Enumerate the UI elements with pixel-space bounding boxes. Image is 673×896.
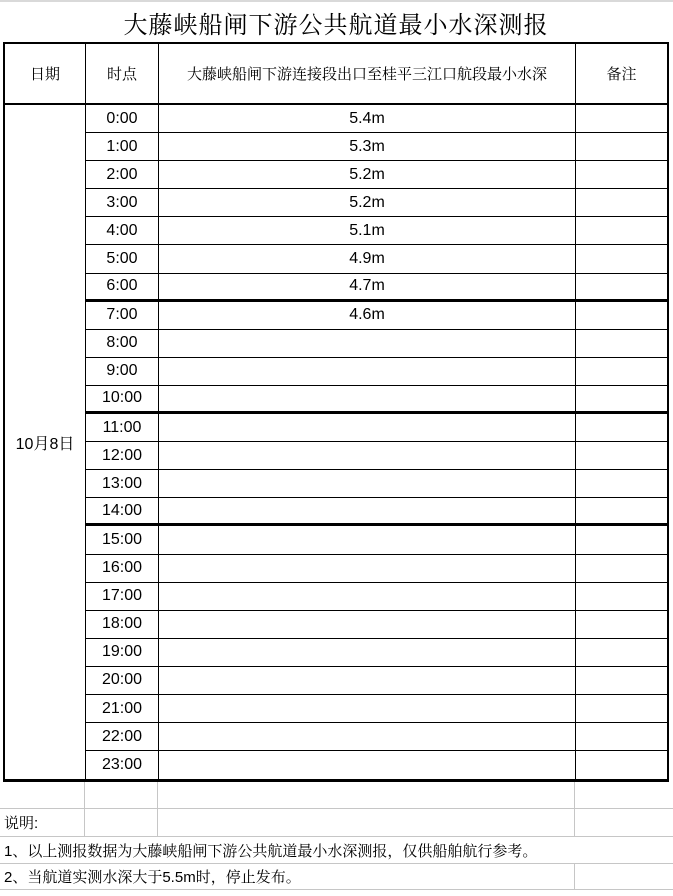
depth-cell[interactable] [159, 723, 576, 750]
time-cell[interactable]: 16:00 [86, 555, 159, 582]
depth-cell[interactable] [159, 611, 576, 638]
remark-cell[interactable] [576, 470, 667, 497]
table-row [86, 611, 667, 639]
table-row [86, 189, 667, 217]
depth-cell[interactable] [159, 526, 576, 553]
table-row [86, 583, 667, 611]
table-row [86, 442, 667, 470]
empty-cell[interactable] [158, 809, 575, 836]
depth-cell[interactable] [159, 555, 576, 582]
header-depth-cell[interactable]: 大藤峡船闸下游连接段出口至桂平三江口航段最小水深 [159, 44, 576, 103]
table-body [5, 105, 667, 779]
depth-cell[interactable] [159, 330, 576, 357]
remark-cell[interactable] [576, 611, 667, 638]
note-row-2 [0, 864, 673, 890]
remark-cell[interactable] [576, 302, 667, 329]
table-row [86, 274, 667, 302]
table-row [86, 358, 667, 386]
time-cell[interactable]: 19:00 [86, 639, 159, 666]
note-2-cell[interactable]: 2、当航道实测水深大于5.5m时，停止发布。 [0, 864, 575, 889]
time-cell[interactable]: 15:00 [86, 526, 159, 553]
depth-cell[interactable]: 5.4m [159, 105, 576, 132]
empty-cell[interactable] [575, 782, 673, 808]
table-row [86, 470, 667, 498]
remark-cell[interactable] [576, 695, 667, 722]
depth-cell[interactable] [159, 470, 576, 497]
empty-cell[interactable] [575, 809, 673, 836]
depth-cell[interactable] [159, 414, 576, 441]
empty-cell[interactable] [0, 782, 85, 808]
table-header-row [5, 44, 667, 105]
table-row [86, 695, 667, 723]
time-cell[interactable]: 7:00 [86, 302, 159, 329]
time-cell[interactable]: 11:00 [86, 414, 159, 441]
depth-cell[interactable]: 4.6m [159, 302, 576, 329]
time-cell[interactable]: 23:00 [86, 751, 159, 779]
remark-cell[interactable] [576, 161, 667, 188]
table-row [86, 667, 667, 695]
depth-cell[interactable] [159, 498, 576, 523]
time-cell[interactable]: 10:00 [86, 386, 159, 411]
depth-cell[interactable] [159, 751, 576, 779]
remark-cell[interactable] [576, 414, 667, 441]
depth-cell[interactable]: 5.3m [159, 133, 576, 160]
remark-cell[interactable] [576, 751, 667, 779]
depth-cell[interactable]: 4.7m [159, 274, 576, 299]
depth-cell[interactable] [159, 358, 576, 385]
depth-report-table [3, 42, 669, 782]
depth-cell[interactable]: 5.2m [159, 161, 576, 188]
notes-label-row [0, 809, 673, 837]
remark-cell[interactable] [576, 330, 667, 357]
remark-cell[interactable] [576, 639, 667, 666]
time-cell[interactable]: 17:00 [86, 583, 159, 610]
table-row [86, 723, 667, 751]
table-row [86, 386, 667, 414]
table-row [86, 302, 667, 330]
date-merged-cell[interactable]: 10月8日 [5, 105, 86, 779]
depth-cell[interactable] [159, 583, 576, 610]
time-cell[interactable]: 20:00 [86, 667, 159, 694]
table-row [86, 330, 667, 358]
remark-cell[interactable] [576, 386, 667, 411]
header-date-cell[interactable]: 日期 [5, 44, 86, 103]
remark-cell[interactable] [576, 217, 667, 244]
time-cell[interactable]: 2:00 [86, 161, 159, 188]
depth-cell[interactable]: 4.9m [159, 245, 576, 272]
time-cell[interactable]: 1:00 [86, 133, 159, 160]
remark-cell[interactable] [576, 245, 667, 272]
header-remark-cell[interactable]: 备注 [606, 66, 637, 83]
depth-cell[interactable] [159, 695, 576, 722]
time-cell[interactable]: 5:00 [86, 245, 159, 272]
empty-grid-row [0, 782, 673, 809]
time-cell[interactable]: 12:00 [86, 442, 159, 469]
table-row [86, 414, 667, 442]
time-cell[interactable]: 21:00 [86, 695, 159, 722]
table-row [86, 133, 667, 161]
remark-cell[interactable] [576, 723, 667, 750]
remark-cell[interactable] [576, 105, 667, 132]
time-cell[interactable]: 13:00 [86, 470, 159, 497]
time-cell[interactable]: 18:00 [86, 611, 159, 638]
empty-cell[interactable] [85, 782, 158, 808]
remark-cell[interactable] [576, 555, 667, 582]
remark-cell[interactable] [576, 498, 667, 523]
table-row [86, 161, 667, 189]
table-row [86, 555, 667, 583]
time-cell[interactable]: 22:00 [86, 723, 159, 750]
time-cell[interactable]: 0:00 [86, 105, 159, 132]
time-rows-container [86, 105, 667, 779]
time-cell[interactable]: 4:00 [86, 217, 159, 244]
remark-cell[interactable] [576, 667, 667, 694]
report-title-cell[interactable]: 大藤峡船闸下游公共航道最小水深测报 [123, 11, 549, 39]
table-row [86, 751, 667, 779]
remark-cell[interactable] [576, 442, 667, 469]
depth-cell[interactable]: 5.2m [159, 189, 576, 216]
time-cell[interactable]: 3:00 [86, 189, 159, 216]
time-cell[interactable]: 6:00 [86, 274, 159, 299]
table-row [86, 498, 667, 526]
note-1-cell[interactable]: 1、以上测报数据为大藤峡船闸下游公共航道最小水深测报，仅供船舶航行参考。 [4, 842, 538, 860]
remark-cell[interactable] [576, 189, 667, 216]
depth-cell[interactable] [159, 386, 576, 411]
remark-cell[interactable] [576, 526, 667, 553]
empty-cell[interactable] [85, 809, 158, 836]
time-cell[interactable]: 14:00 [86, 498, 159, 523]
table-row [86, 639, 667, 667]
depth-cell[interactable] [159, 667, 576, 694]
note-row-1 [0, 837, 673, 864]
empty-cell[interactable] [575, 864, 673, 889]
empty-cell[interactable] [158, 782, 575, 808]
time-cell[interactable]: 8:00 [86, 330, 159, 357]
time-cell[interactable]: 9:00 [86, 358, 159, 385]
notes-label-cell[interactable]: 说明: [0, 809, 85, 836]
header-time-cell[interactable]: 时点 [86, 44, 159, 103]
remark-cell[interactable] [576, 274, 667, 299]
remark-cell[interactable] [576, 133, 667, 160]
table-row [86, 526, 667, 554]
table-row [86, 217, 667, 245]
table-row [86, 105, 667, 133]
depth-cell[interactable] [159, 639, 576, 666]
depth-cell[interactable]: 5.1m [159, 217, 576, 244]
remark-cell[interactable] [576, 583, 667, 610]
depth-cell[interactable] [159, 442, 576, 469]
remark-cell[interactable] [576, 358, 667, 385]
notes-section [0, 782, 673, 890]
table-row [86, 245, 667, 273]
